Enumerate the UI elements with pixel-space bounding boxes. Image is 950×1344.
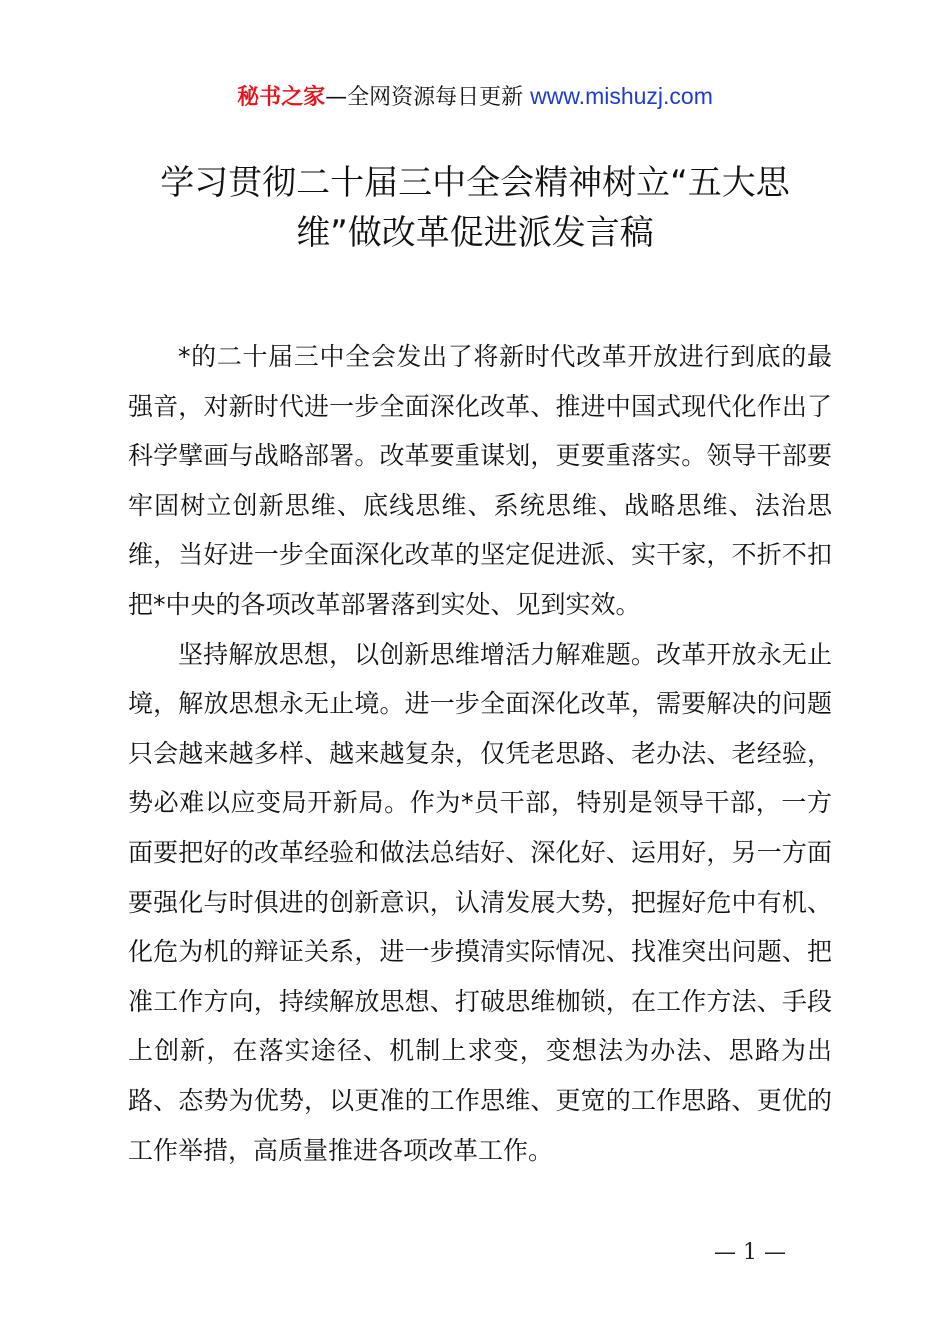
site-url[interactable]: www.mishuzj.com <box>530 83 713 109</box>
header-tagline: —全网资源每日更新 <box>325 85 531 110</box>
paragraph-1: *的二十届三中全会发出了将新时代改革开放进行到底的最强音，对新时代进一步全面深化改革、推进中国式现代化作出了科学擘画与战略部署。改革要重谋划，更要重落实。领导干部要牢固树立创新思维、底线思维、系统思维、战略思维、法治思维，当好进一步全面深化改革的坚定促进派、实干家，不折不扣把*中央的各项改革部署落到实处、见到实效。 <box>128 342 832 619</box>
page-number: — 1 — <box>714 1240 786 1265</box>
document-title: 学习贯彻二十届三中全会精神树立“五大思维”做改革促进派发言稿 <box>160 163 790 253</box>
brand-name: 秘书之家 <box>237 85 326 110</box>
site-header <box>0 80 950 114</box>
document-body <box>128 332 832 1175</box>
paragraph-2: 坚持解放思想，以创新思维增活力解难题。改革开放永无止境，解放思想永无止境。进一步全面深化改革，需要解决的问题只会越来越多样、越来越复杂，仅凭老思路、老办法、老经验，势必难以应变局开新局。作为*员干部，特别是领导干部，一方面要把好的改革经验和做法总结好、深化好、运用好，另一方面要强化与时俱进的创新意识，认清发展大势，把握好危中有机、化危为机的辩证关系，进一步摸清实际情况、找准突出问题、把准工作方向，持续解放思想、打破思维枷锁，在工作方法、手段上创新，在落实途径、机制上求变，变想法为办法、思路为出路、态势为优势，以更准的工作思维、更宽的工作思路、更优的工作举措，高质量推进各项改革工作。 <box>128 639 832 1165</box>
